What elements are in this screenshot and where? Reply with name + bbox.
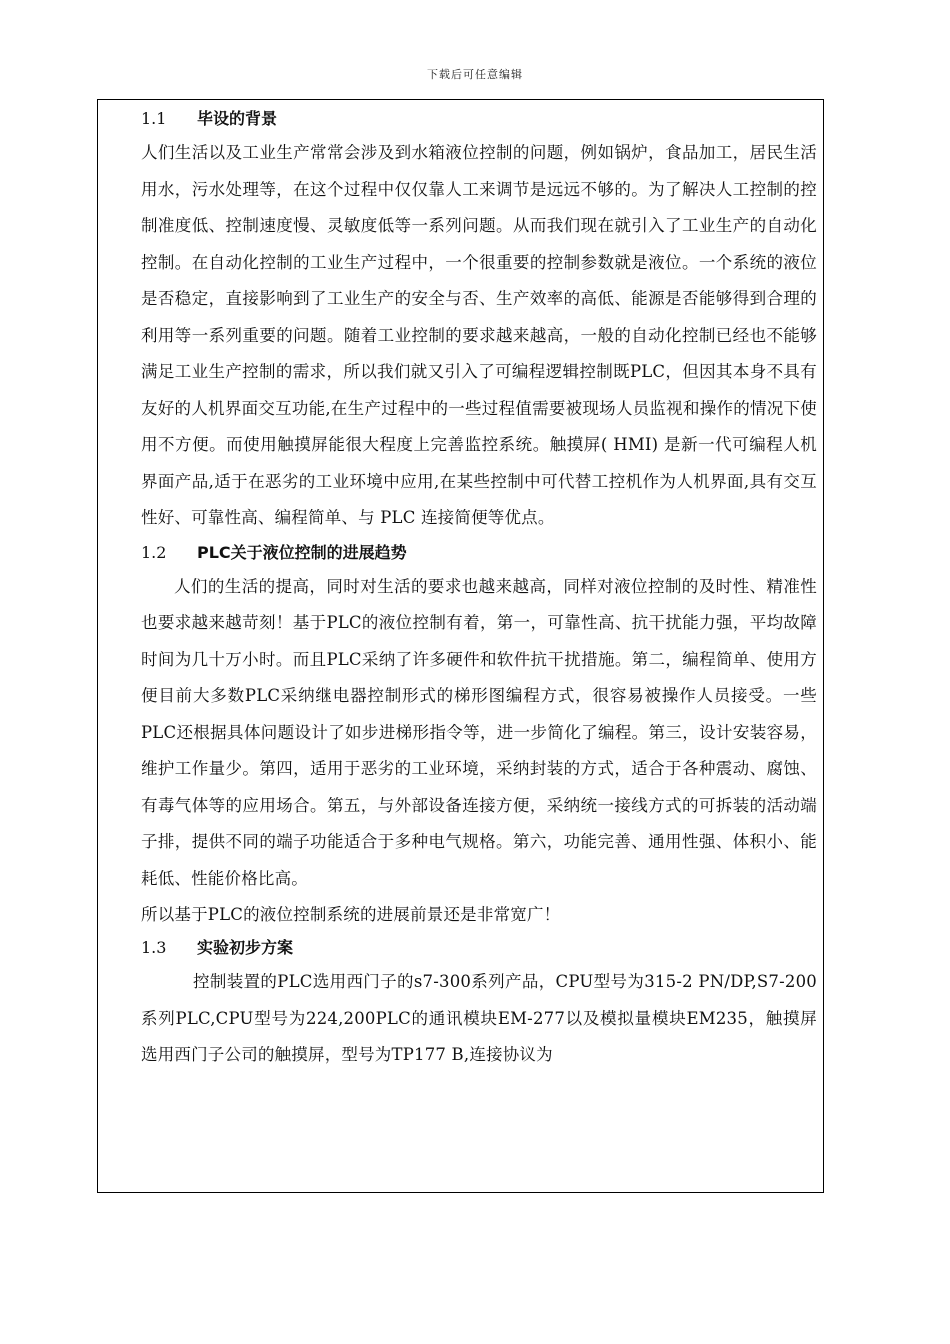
section-title: PLC关于液位控制的进展趋势 (197, 542, 407, 562)
content-frame (97, 99, 824, 1193)
section-heading-1-1 (141, 103, 817, 135)
section-number: 1.3 (141, 938, 167, 957)
section-heading-1-2 (141, 537, 817, 569)
paragraph-trends: 人们的生活的提高，同时对生活的要求也越来越高，同样对液位控制的及时性、精准性也要求越来越苛刻！基于PLC的液位控制有着，第一，可靠性高、抗干扰能力强，平均故障时间为几十万小时。而且PLC采纳了许多硬件和软件抗干扰措施。第二，编程简单、使用方便目前大多数PLC采纳继电器控制形式的梯形图编程方式，很容易被操作人员接受。一些PLC还根据具体问题设计了如步进梯形指令等，进一步简化了编程。第三，设计安装容易，维护工作量少。第四，适用于恶劣的工业环境，采纳封装的方式，适合于各种震动、腐蚀、有毒气体等的应用场合。第五，与外部设备连接方便，采纳统一接线方式的可拆装的活动端子排，提供不同的端子功能适合于多种电气规格。第六，功能完善、通用性强、体积小、能耗低、性能价格比高。 (141, 576, 817, 888)
section-heading-1-3 (141, 932, 817, 964)
paragraph-background: 人们生活以及工业生产常常会涉及到水箱液位控制的问题，例如锅炉，食品加工，居民生活用水，污水处理等，在这个过程中仅仅靠人工来调节是远远不够的。为了解决人工控制的控制准度低、控制速度慢、灵敏度低等一系列问题。从而我们现在就引入了工业生产的自动化控制。在自动化控制的工业生产过程中，一个很重要的控制参数就是液位。一个系统的液位是否稳定，直接影响到了工业生产的安全与否、生产效率的高低、能源是否能够得到合理的利用等一系列重要的问题。随着工业控制的要求越来越高，一般的自动化控制已经也不能够满足工业生产控制的需求，所以我们就又引入了可编程逻辑控制既PLC，但因其本身不具有友好的人机界面交互功能,在生产过程中的一些过程值需要被现场人员监视和操作的情况下使用不方便。而使用触摸屏能很大程度上完善监控系统。触摸屏( HMI) 是新一代可编程人机界面产品,适于在恶劣的工业环境中应用,在某些控制中可代替工控机作为人机界面,具有交互性好、可靠性高、编程简单、与 PLC 连接简便等优点。 (141, 143, 817, 527)
paragraph-plan: 控制装置的PLC选用西门子的s7-300系列产品，CPU型号为315-2 PN/DP,S7-200系列PLC,CPU型号为224,200PLC的通讯模块EM-277以及模拟量模块EM235，触摸屏选用西门子公司的触摸屏，型号为TP177 B,连接协议为 (141, 972, 817, 1064)
section-number: 1.2 (141, 542, 167, 562)
section-title: 毕设的背景 (197, 109, 278, 128)
content-body (141, 103, 817, 1074)
section-number: 1.1 (141, 109, 167, 128)
page-header-note: 下载后可任意编辑 (427, 68, 523, 81)
section-title: 实验初步方案 (197, 938, 294, 957)
paragraph-trends-conclusion: 所以基于PLC的液位控制系统的进展前景还是非常宽广！ (141, 905, 561, 924)
